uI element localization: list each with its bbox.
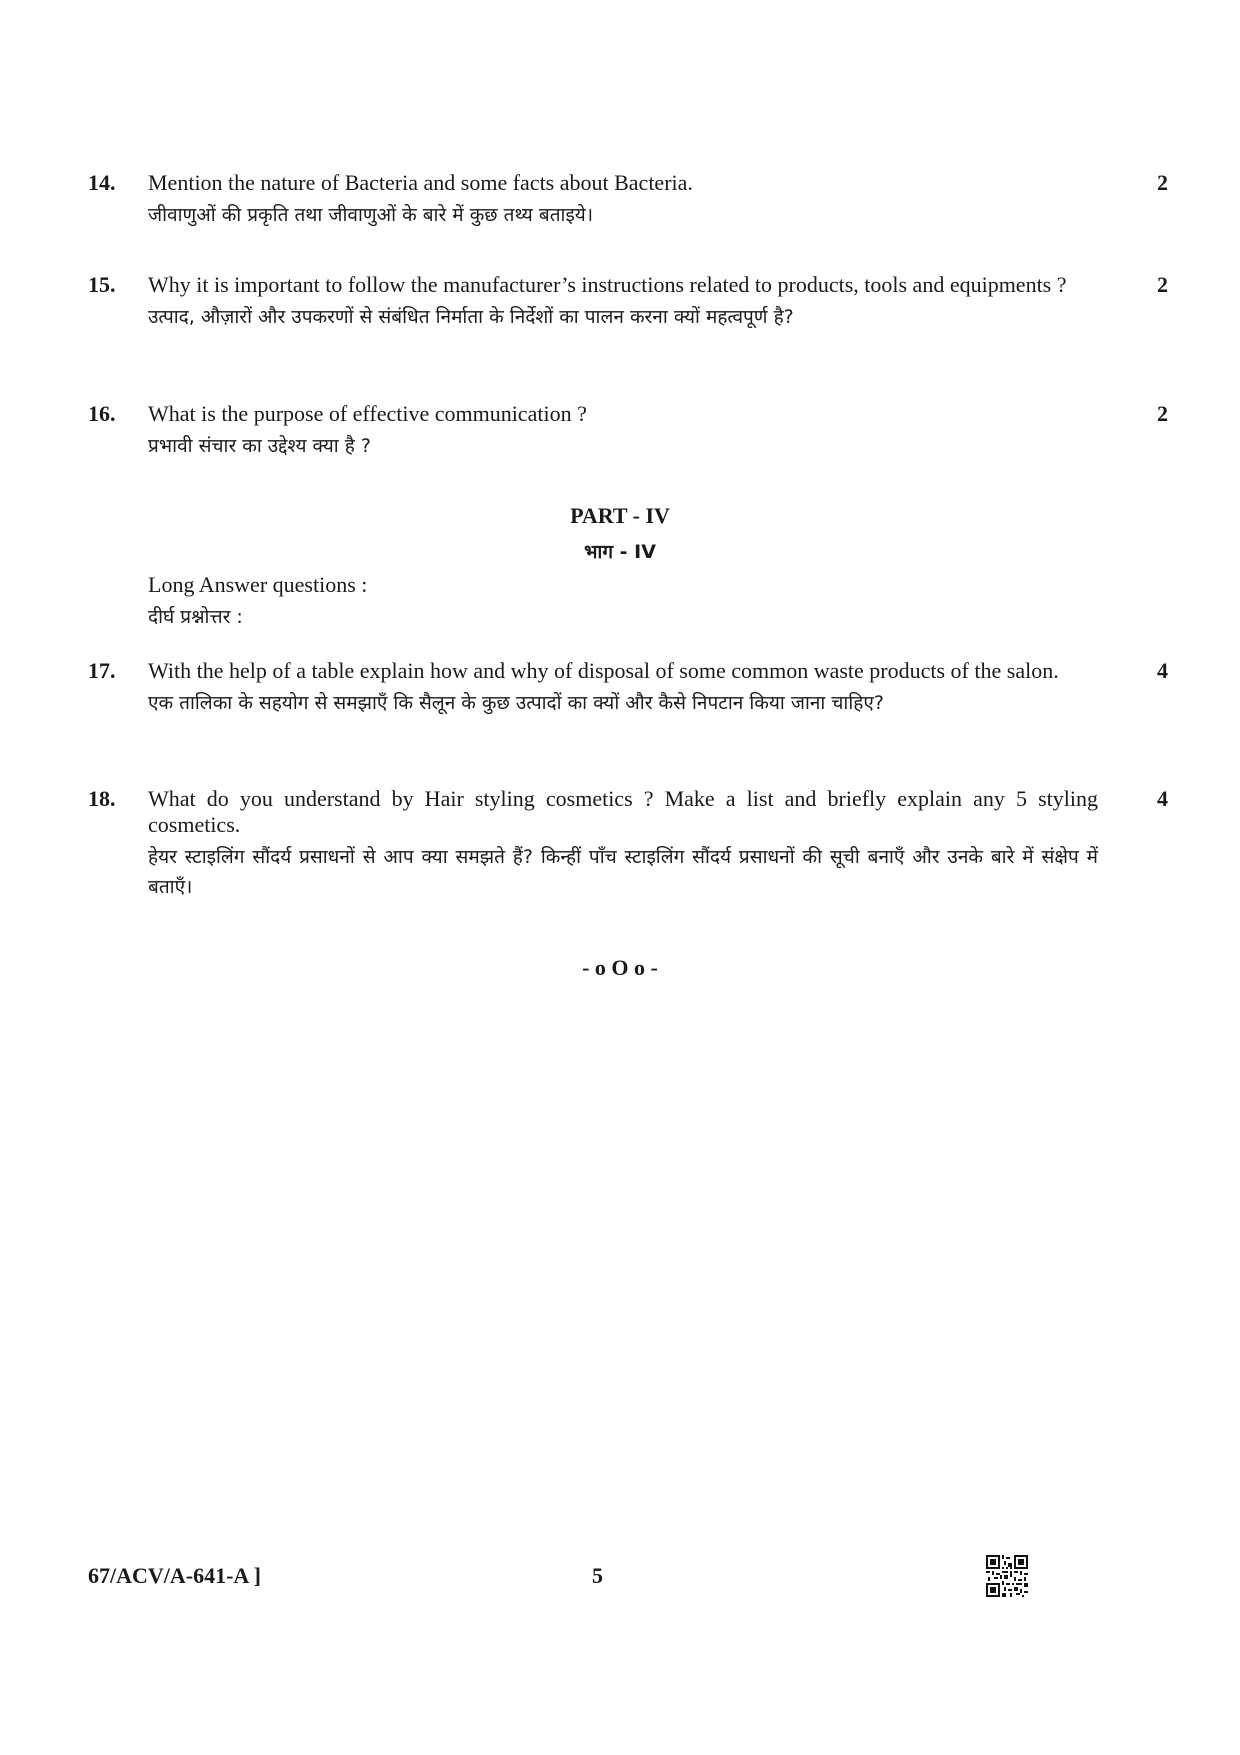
question-number: 16. bbox=[88, 401, 116, 426]
question-text-hi: हेयर स्टाइलिंग सौंदर्य प्रसाधनों से आप क्या समझते हैं? किन्हीं पाँच स्टाइलिंग सौंदर्य प्रसाधनों की सूची बनाएँ और उनके बारे में संक्षेप में बताएँ। bbox=[148, 846, 1098, 898]
question-text bbox=[148, 658, 1098, 718]
question-text-en: Why it is important to follow the manufacturer’s instructions related to products, tools and equipments ? bbox=[148, 272, 1067, 297]
end-of-paper-mark: - o O o - bbox=[582, 955, 658, 980]
page-number: 5 bbox=[592, 1563, 603, 1588]
question-text-en: Mention the nature of Bacteria and some facts about Bacteria. bbox=[148, 170, 693, 195]
question-text bbox=[148, 272, 1098, 332]
question-marks: 4 bbox=[1157, 786, 1168, 811]
question-marks: 2 bbox=[1157, 272, 1168, 297]
question-text-hi: प्रभावी संचार का उद्देश्य क्या है ? bbox=[148, 435, 371, 457]
instruction-hi: दीर्घ प्रश्नोत्तर : bbox=[148, 606, 243, 628]
question-text bbox=[148, 786, 1098, 902]
question-number: 17. bbox=[88, 658, 116, 683]
qr-code-icon bbox=[986, 1555, 1028, 1597]
question-number: 15. bbox=[88, 272, 116, 297]
part-title-hindi: भाग - IV bbox=[584, 541, 656, 563]
question-number: 18. bbox=[88, 786, 116, 811]
question-text bbox=[148, 401, 1098, 461]
question-text-hi: एक तालिका के सहयोग से समझाएँ कि सैलून के कुछ उत्पादों का क्यों और कैसे निपटान किया जाना चाहिए? bbox=[148, 692, 884, 714]
question-text-hi: उत्पाद, औज़ारों और उपकरणों से संबंधित निर्माता के निर्देशों का पालन करना क्यों महत्वपूर्ण है? bbox=[148, 306, 794, 328]
question-marks: 4 bbox=[1157, 658, 1168, 683]
instruction-en: Long Answer questions : bbox=[148, 572, 368, 597]
question-marks: 2 bbox=[1157, 401, 1168, 426]
part-title: PART - IV bbox=[570, 503, 670, 528]
question-text-en: With the help of a table explain how and why of disposal of some common waste products of the salon. bbox=[148, 658, 1059, 683]
section-instruction bbox=[148, 572, 367, 632]
question-text-en: What do you understand by Hair styling cosmetics ? Make a list and briefly explain any 5 styling cosmetics. bbox=[148, 786, 1098, 837]
question-number: 14. bbox=[88, 170, 116, 195]
question-marks: 2 bbox=[1157, 170, 1168, 195]
question-text-hi: जीवाणुओं की प्रकृति तथा जीवाणुओं के बारे में कुछ तथ्य बताइये। bbox=[148, 204, 594, 226]
question-text-en: What is the purpose of effective communication ? bbox=[148, 401, 587, 426]
paper-code: 67/ACV/A-641-A ] bbox=[88, 1563, 261, 1588]
question-text bbox=[148, 170, 1098, 230]
